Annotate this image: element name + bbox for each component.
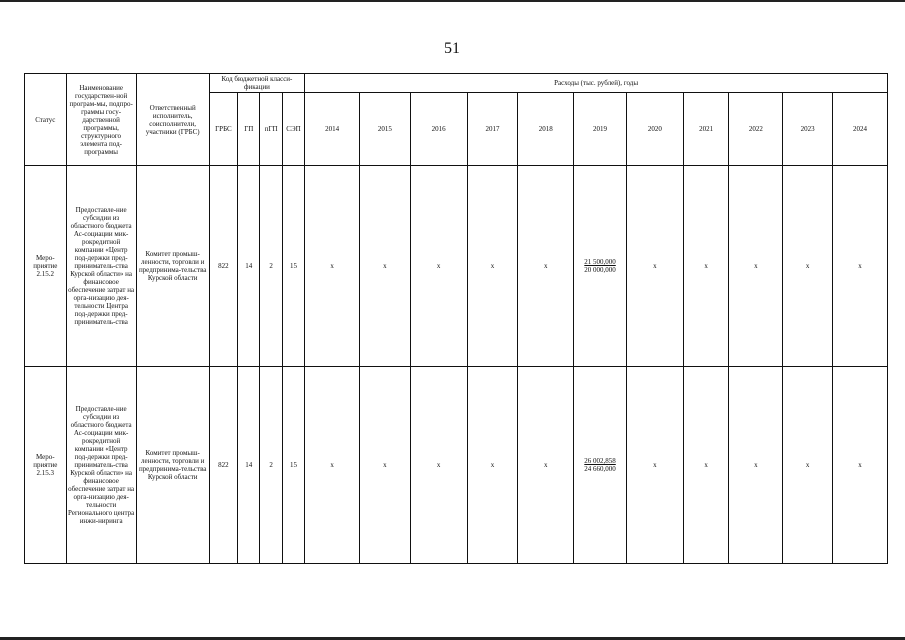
header-code-grbs: ГРБС <box>209 93 237 166</box>
row-value-2024: х <box>832 166 887 367</box>
row-code-sep: 15 <box>282 166 304 367</box>
row-value-2015: х <box>359 166 410 367</box>
header-year-2024: 2024 <box>832 93 887 166</box>
row-name: Предоставле-ние субсидии из областного бюджета Ас-социации мик-рокредитной компании «Центр под-держки пред-приниматель-ства Курской области» на финансовое обеспечение затрат на орга-низацию дея-тельности Центра под-держки пред-приниматель-ства <box>66 166 136 367</box>
row-value-2019 <box>574 367 627 564</box>
header-year-2020: 2020 <box>626 93 683 166</box>
row-executor: Комитет промыш-ленности, торговли и предпринима-тельства Курской области <box>136 367 209 564</box>
header-year-2021: 2021 <box>683 93 729 166</box>
row-code-gp: 14 <box>238 367 260 564</box>
row-status: Меро-приятие 2.15.2 <box>25 166 67 367</box>
page-number: 51 <box>444 40 460 57</box>
row-value-2016: х <box>410 367 467 564</box>
row-code-grbs: 822 <box>209 367 237 564</box>
header-year-2017: 2017 <box>467 93 518 166</box>
header-code-gp: ГП <box>238 93 260 166</box>
header-year-2022: 2022 <box>729 93 783 166</box>
table-row <box>25 367 888 564</box>
row-status: Меро-приятие 2.15.3 <box>25 367 67 564</box>
row-value-2018: х <box>518 166 574 367</box>
header-budget-code: Код бюджетной класси-фикации <box>209 74 304 93</box>
header-code-pgp: пГП <box>260 93 282 166</box>
header-row-1 <box>25 74 888 93</box>
row-value-2020: х <box>626 166 683 367</box>
row-code-grbs: 822 <box>209 166 237 367</box>
header-year-2019: 2019 <box>574 93 627 166</box>
header-year-2015: 2015 <box>359 93 410 166</box>
row-executor: Комитет промыш-ленности, торговли и предпринима-тельства Курской области <box>136 166 209 367</box>
header-year-2023: 2023 <box>783 93 833 166</box>
row-value-2021: х <box>683 367 729 564</box>
header-code-sep: СЭП <box>282 93 304 166</box>
header-expenses: Расходы (тыс. рублей), годы <box>305 74 888 93</box>
value-2019-line-1: 26 002,858 <box>584 457 616 465</box>
header-year-2014: 2014 <box>305 93 360 166</box>
scan-top-edge <box>0 0 905 2</box>
row-value-2015: х <box>359 367 410 564</box>
header-year-2018: 2018 <box>518 93 574 166</box>
table-row <box>25 166 888 367</box>
row-value-2021: х <box>683 166 729 367</box>
row-value-2024: х <box>832 367 887 564</box>
header-year-2016: 2016 <box>410 93 467 166</box>
row-value-2022: х <box>729 367 783 564</box>
row-value-2019 <box>574 166 627 367</box>
header-executor: Ответственный исполнитель, соисполнители, участники (ГРБС) <box>136 74 209 166</box>
budget-table <box>24 73 888 564</box>
row-value-2020: х <box>626 367 683 564</box>
header-status: Статус <box>25 74 67 166</box>
row-value-2016: х <box>410 166 467 367</box>
row-value-2014: х <box>305 367 360 564</box>
row-name: Предоставле-ние субсидии из областного бюджета Ас-социации мик-рокредитной компании «Центр под-держки пред-приниматель-ства Курской области» на финансовое обеспечение затрат на орга-низацию дея-тельности Регионального центра инжи-ниринга <box>66 367 136 564</box>
header-name: Наименование государствен-ной програм-мы, подпро-граммы госу-дарственной программы, структурного элемента под-программы <box>66 74 136 166</box>
value-2019-line-1: 21 500,000 <box>584 258 616 266</box>
row-value-2018: х <box>518 367 574 564</box>
value-2019-line-2: 24 660,000 <box>584 465 616 473</box>
row-code-pgp: 2 <box>260 367 282 564</box>
row-code-gp: 14 <box>238 166 260 367</box>
row-code-pgp: 2 <box>260 166 282 367</box>
row-value-2017: х <box>467 367 518 564</box>
row-value-2023: х <box>783 367 833 564</box>
value-2019-line-2: 20 000,000 <box>584 266 616 274</box>
row-value-2017: х <box>467 166 518 367</box>
row-value-2014: х <box>305 166 360 367</box>
row-value-2022: х <box>729 166 783 367</box>
row-code-sep: 15 <box>282 367 304 564</box>
row-value-2023: х <box>783 166 833 367</box>
